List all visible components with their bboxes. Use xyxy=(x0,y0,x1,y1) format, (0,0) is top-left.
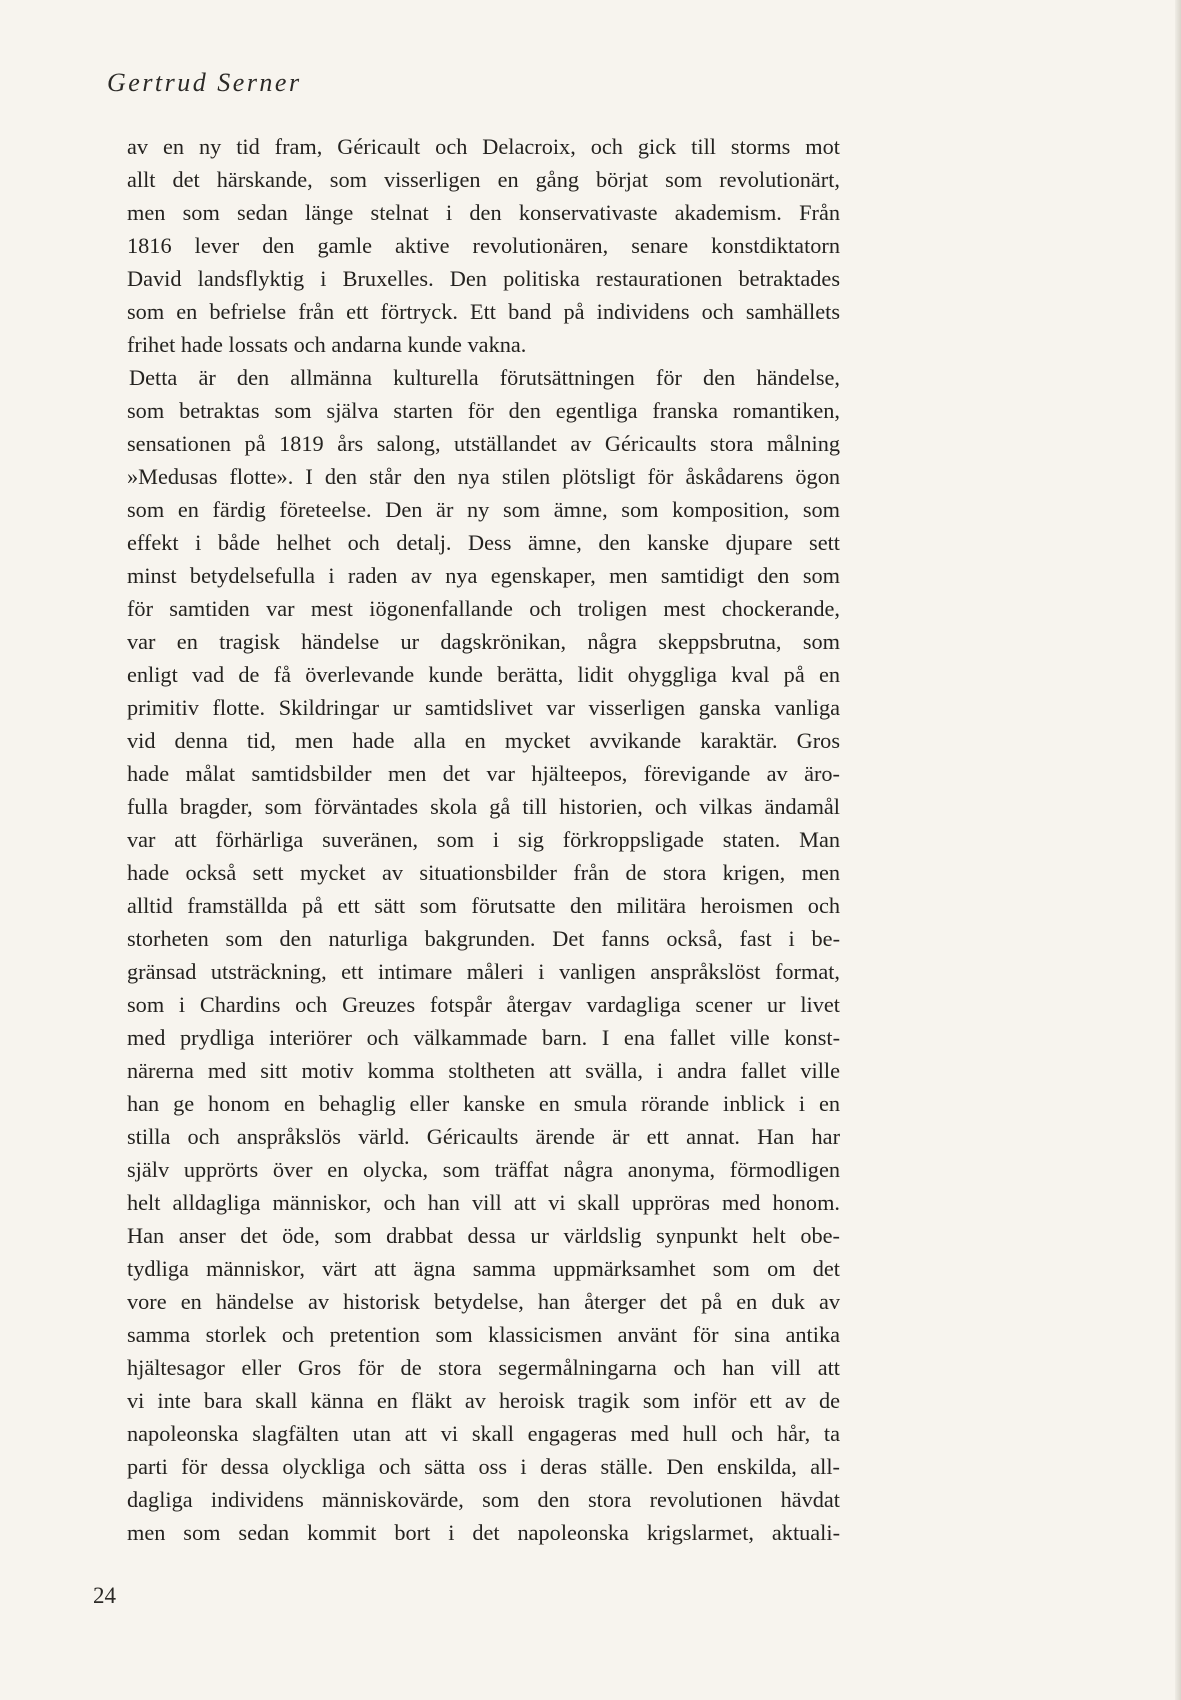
text-line: som i Chardins och Greuzes fotspår återgav vardagliga scener ur livet xyxy=(127,992,840,1017)
text-line: effekt i både helhet och detalj. Dess ämne, den kanske djupare sett xyxy=(127,530,840,555)
text-line: allt det härskande, som visserligen en gång börjat som revolutionärt, xyxy=(127,167,840,192)
text-line: själv upprörts över en olycka, som träffat några anonyma, förmodligen xyxy=(127,1157,840,1182)
text-line: tydliga människor, värt att ägna samma uppmärksamhet som om det xyxy=(127,1256,840,1281)
text-line: »Medusas flotte». I den står den nya stilen plötsligt för åskådarens ögon xyxy=(127,464,840,489)
text-line: helt alldagliga människor, och han vill att vi skall uppröras med honom. xyxy=(127,1190,840,1215)
text-line: vore en händelse av historisk betydelse, han återger det på en duk av xyxy=(127,1289,840,1314)
text-line: sensationen på 1819 års salong, utställandet av Géricaults stora målning xyxy=(127,431,840,456)
text-line: vid denna tid, men hade alla en mycket avvikande karaktär. Gros xyxy=(127,728,840,753)
text-line: samma storlek och pretention som klassicismen använt för sina antika xyxy=(127,1322,840,1347)
text-line: han ge honom en behaglig eller kanske en smula rörande inblick i en xyxy=(127,1091,840,1116)
text-line: primitiv flotte. Skildringar ur samtidslivet var visserligen ganska vanliga xyxy=(127,695,840,720)
text-line: för samtiden var mest iögonenfallande och troligen mest chockerande, xyxy=(127,596,840,621)
text-line: parti för dessa olyckliga och sätta oss i deras ställe. Den enskilda, all- xyxy=(127,1454,840,1479)
text-line: var en tragisk händelse ur dagskrönikan, några skeppsbrutna, som xyxy=(127,629,840,654)
text-line: som betraktas som själva starten för den egentliga franska romantiken, xyxy=(127,398,840,423)
text-line: hjältesagor eller Gros för de stora segermålningarna och han vill att xyxy=(127,1355,840,1380)
text-line: storheten som den naturliga bakgrunden. Det fanns också, fast i be- xyxy=(127,926,840,951)
text-line: Detta är den allmänna kulturella förutsättningen för den händelse, xyxy=(129,365,840,390)
text-line: fulla bragder, som förväntades skola gå till historien, och vilkas ändamål xyxy=(127,794,840,819)
text-line: alltid framställda på ett sätt som förutsatte den militära heroismen och xyxy=(127,893,840,918)
body-text xyxy=(127,130,840,1549)
text-line: med prydliga interiörer och välkammade barn. I ena fallet ville konst- xyxy=(127,1025,840,1050)
text-line: Han anser det öde, som drabbat dessa ur världslig synpunkt helt obe- xyxy=(127,1223,840,1248)
text-line: David landsflyktig i Bruxelles. Den politiska restaurationen betraktades xyxy=(127,266,840,291)
text-line: hade målat samtidsbilder men det var hjälteepos, förevigande av äro- xyxy=(127,761,840,786)
text-line: stilla och anspråkslös värld. Géricaults ärende är ett annat. Han har xyxy=(127,1124,840,1149)
text-line: som en befrielse från ett förtryck. Ett band på individens och samhällets xyxy=(127,299,840,324)
text-line: frihet hade lossats och andarna kunde vakna. xyxy=(127,332,527,357)
text-line: var att förhärliga suveränen, som i sig förkroppsligade staten. Man xyxy=(127,827,840,852)
text-line: vi inte bara skall känna en fläkt av heroisk tragik som inför ett av de xyxy=(127,1388,840,1413)
text-line: minst betydelsefulla i raden av nya egenskaper, men samtidigt den som xyxy=(127,563,840,588)
text-line: napoleonska slagfälten utan att vi skall engageras med hull och hår, ta xyxy=(127,1421,840,1446)
text-line: av en ny tid fram, Géricault och Delacroix, och gick till storms mot xyxy=(127,134,840,159)
text-line: men som sedan kommit bort i det napoleonska krigslarmet, aktuali- xyxy=(127,1520,840,1545)
text-line: som en färdig företeelse. Den är ny som ämne, som komposition, som xyxy=(127,497,840,522)
text-line: hade också sett mycket av situationsbilder från de stora krigen, men xyxy=(127,860,840,885)
text-line: dagliga individens människovärde, som den stora revolutionen hävdat xyxy=(127,1487,840,1512)
text-line: men som sedan länge stelnat i den konservativaste akademism. Från xyxy=(127,200,840,225)
text-line: 1816 lever den gamle aktive revolutionären, senare konstdiktatorn xyxy=(127,233,840,258)
text-line: enligt vad de få överlevande kunde berätta, lidit ohyggliga kval på en xyxy=(127,662,840,687)
text-line: gränsad utsträckning, ett intimare måleri i vanligen anspråkslöst format, xyxy=(127,959,840,984)
running-head: Gertrud Serner xyxy=(107,68,302,97)
text-line: närerna med sitt motiv komma stoltheten att svälla, i andra fallet ville xyxy=(127,1058,840,1083)
page-number: 24 xyxy=(93,1583,116,1608)
